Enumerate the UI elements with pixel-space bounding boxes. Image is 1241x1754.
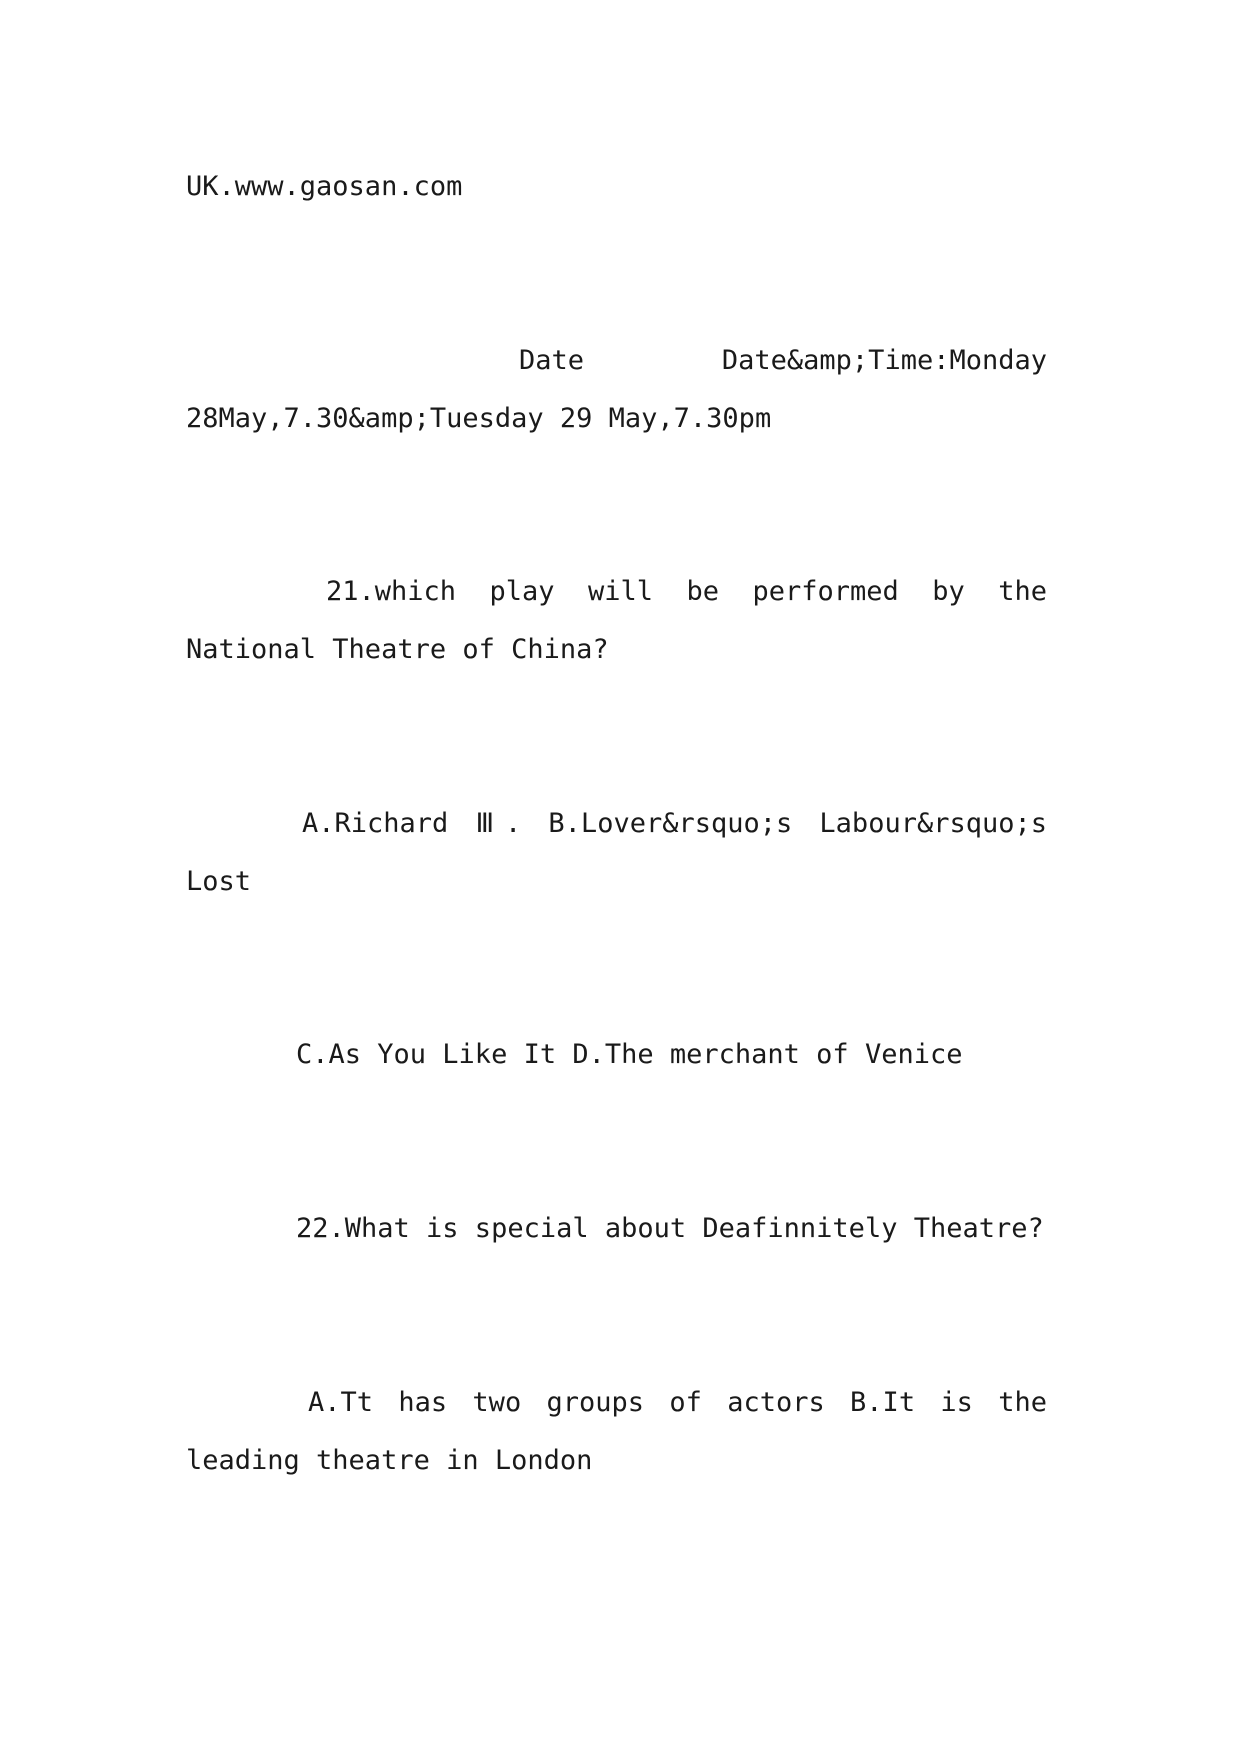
question-21-options-ab-line-2: Lost — [186, 866, 252, 897]
event-date-line-2: 28May,7.30&amp;Tuesday 29 May,7.30pm — [186, 403, 772, 434]
question-22-options-ab-line-2: leading theatre in London — [186, 1445, 593, 1476]
event-date-line-1: Date Date&amp;Time:Monday — [519, 345, 1047, 376]
question-22-line: 22.What is special about Deafinnitely Theatre? — [296, 1213, 1044, 1244]
question-21-options-ab-line-1: A.Richard Ⅲ. B.Lover&rsquo;s Labour&rsquo;s — [302, 808, 1047, 839]
question-21-line-2: National Theatre of China? — [186, 634, 609, 665]
question-22-options-ab-line-1: A.Tt has two groups of actors B.It is the — [308, 1387, 1047, 1418]
question-21-line-1: 21.which play will be performed by the — [326, 576, 1047, 607]
source-url-text: UK.www.gaosan.com — [186, 171, 463, 202]
question-21-options-cd: C.As You Like It D.The merchant of Venice — [296, 1039, 963, 1070]
